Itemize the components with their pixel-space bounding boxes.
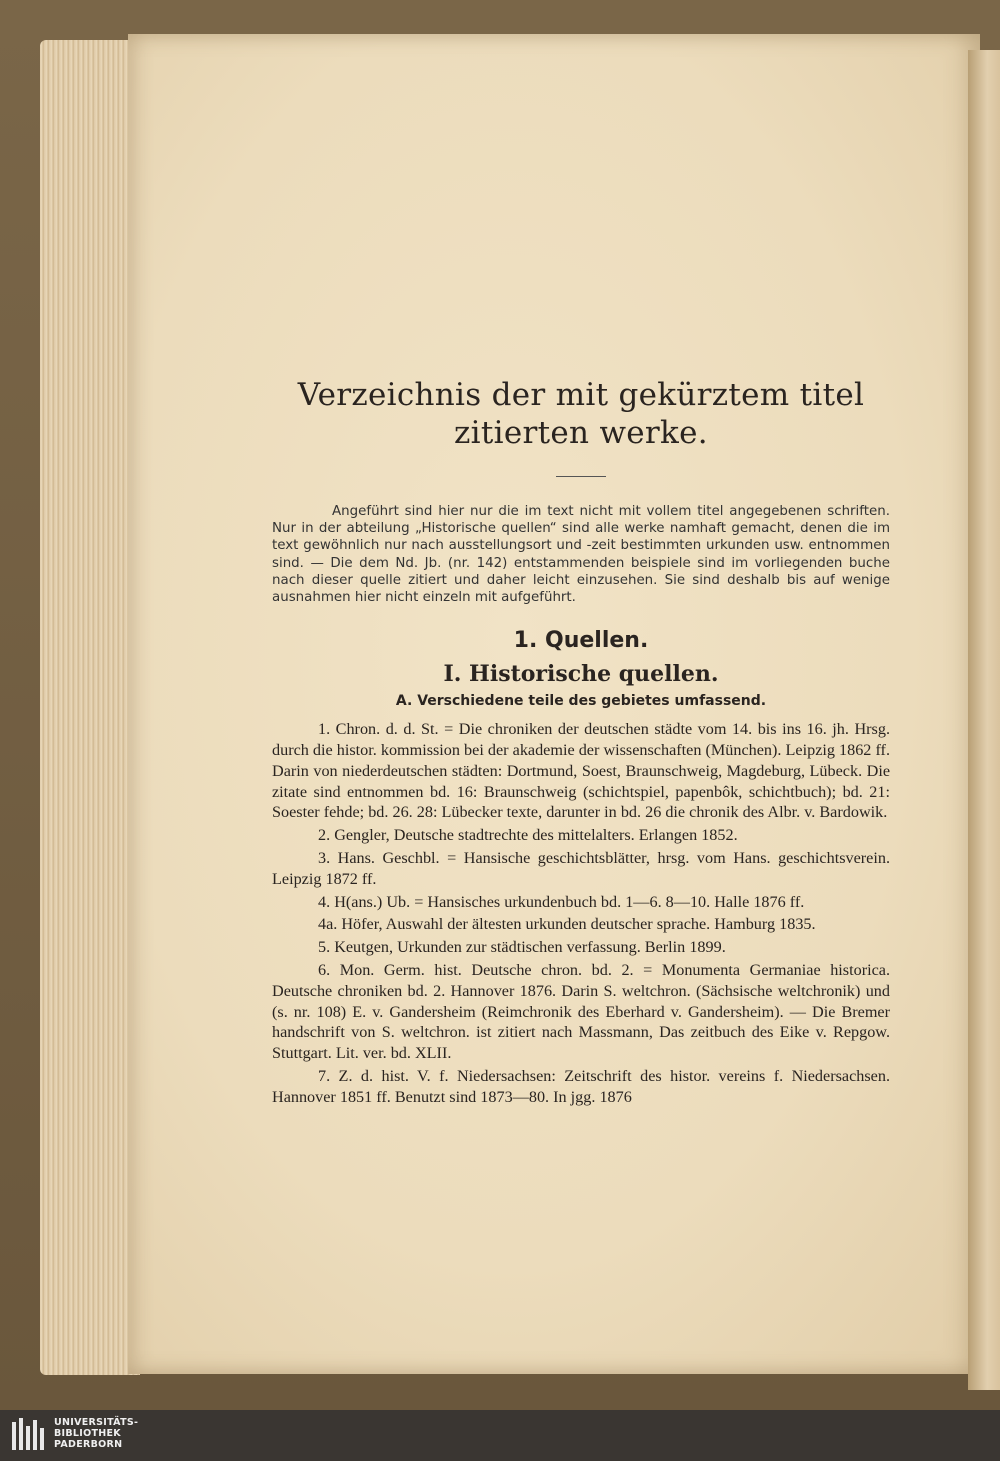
bibliography-entry: 3. Hans. Geschbl. = Hansische geschichtsblätter, hrsg. vom Hans. geschichtsverein. Leipzig 1872 ff. [272,849,890,888]
bibliography-entry: 6. Mon. Germ. hist. Deutsche chron. bd. 2. = Monumenta Germaniae historica. Deutsche chroniken bd. 2. Hannover 1876. Darin S. weltchron. (Sächsische weltchronik) und (s. nr. 108) E. v. Gandersheim (Reimchronik des Eberhard v. Gandersheim). — Die Bremer handschrift von S. weltchron. ist zitiert nach Massmann, Das zeitbuch des Eike v. Repgow. Stuttgart. Lit. ver. bd. XLII. [272,960,890,1063]
subsubsection-heading: A. Verschiedene teile des gebietes umfassend. [395,693,767,710]
bibliography-entry: 5. Keutgen, Urkunden zur städtischen verfassung. Berlin 1899. [318,938,726,957]
library-name [54,1417,138,1450]
page-title [272,376,890,452]
intro-paragraph: Angeführt sind hier nur die im text nicht mit vollem titel angegebenen schriften. Nur in der abteilung „Historische quellen“ sind alle werke namhaft gemacht, denen die im text gewöhnlich nur nach ausstellungsort und -zeit bestimmten urkunden usw. entnommen sind. — Die dem Nd. Jb. (nr. 142) entstammenden beispiele sind im vorliegenden buche nach dieser quelle zitiert und daher leicht einzusehen. Sie sind deshalb bis auf wenige ausnahmen hier nicht einzeln mit aufgeführt. [272,504,890,606]
page-edges [40,40,140,1375]
title-divider [556,476,606,477]
library-logo-icon [12,1418,48,1454]
facing-page-edge [968,50,1000,1390]
library-name-line-3: PADERBORN [54,1439,123,1450]
title-line-2: zitierten werke. [454,415,708,451]
bibliography-entry: 1. Chron. d. d. St. = Die chroniken der deutschen städte vom 14. bis ins 16. jh. Hrsg. durch die histor. kommission bei der akademie der wissenschaften (München). Leipzig 1862 ff. Darin von niederdeutschen städten: Dortmund, Soest, Braunschweig, Magdeburg, Lübeck. Die zitate sind entnommen bd. 16: Braunschweig (schichtspiel, papenbôk, schichtbuch); bd. 21: Soester fehde; bd. 26. 28: Lübecker texte, darunter in bd. 26 die chronik des Albr. v. Bardowik. [272,720,890,822]
subsection-heading: I. Historische quellen. [443,661,719,688]
bibliography-entry: 2. Gengler, Deutsche stadtrechte des mittelalters. Erlangen 1852. [318,826,738,845]
bibliography-entry: 4a. Höfer, Auswahl der ältesten urkunden deutscher sprache. Hamburg 1835. [318,915,816,934]
section-heading: 1. Quellen. [513,628,649,654]
title-line-1: Verzeichnis der mit gekürztem titel [297,377,865,413]
page-content [272,376,890,1110]
bibliography-entry: 7. Z. d. hist. V. f. Niedersachsen: Zeitschrift des histor. vereins f. Niedersachsen. Hannover 1851 ff. Benutzt sind 1873—80. In jgg. 1876 [272,1066,890,1106]
bibliography-entry: 4. H(ans.) Ub. = Hansisches urkundenbuch bd. 1—6. 8—10. Halle 1876 ff. [318,892,805,911]
library-name-line-1: UNIVERSITÄTS- [54,1417,139,1428]
library-name-line-2: BIBLIOTHEK [54,1428,121,1439]
footer-bar [0,1410,1000,1461]
